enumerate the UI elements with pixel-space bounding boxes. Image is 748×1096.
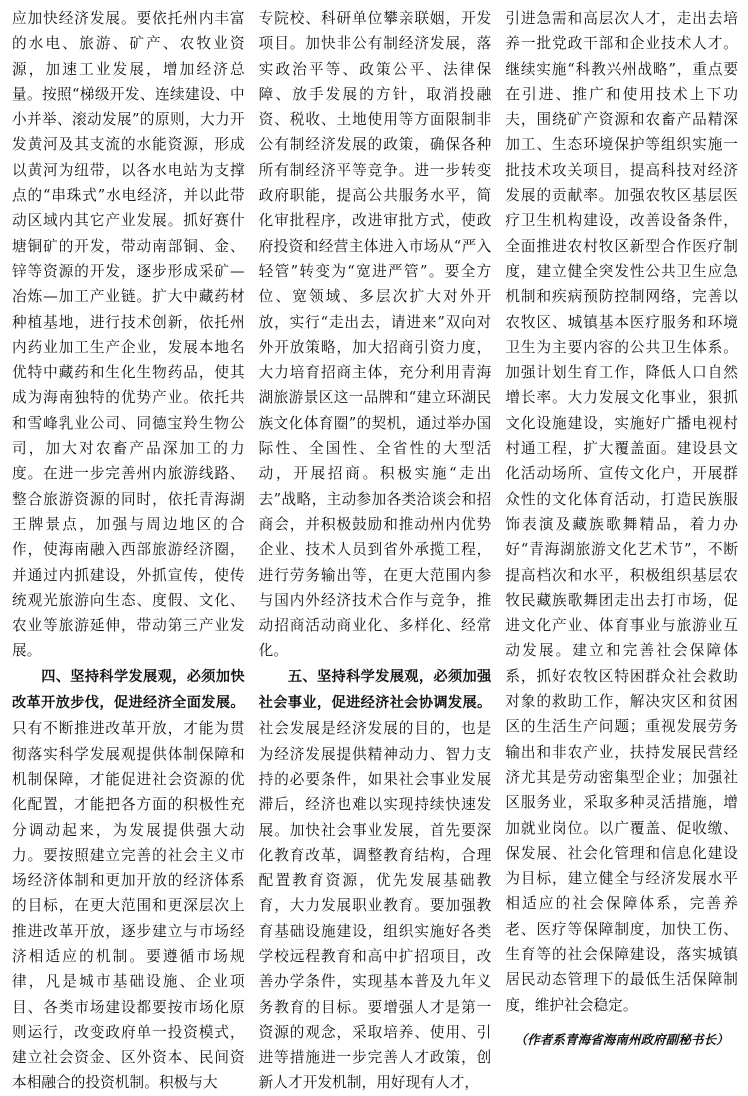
paragraph: 专院校、科研单位攀亲联姻，开发项目。加快非公有制经济发展，落实政治平等、政策公平、法律保障、放手发展的方针，取消投融资、税收、土地使用等方面限制非公有制经济发展的政策，确保各种所有制经济平等竞争。进一步转变政府职能，提高公共服务水平，简化审批程序，改进审批方式，使政府投资和经营主体进入市场从“严入轻管”转变为“宽进严管”。要全方位、宽领域、多层次扩大对外开放，实行“走出去，请进来”双向对外开放策略，加大招商引资力度，大力培育招商主体，充分利用青海湖旅游景区这一品牌和“建立环湖民族文化体育圈”的契机，通过举办国际性、全国性、全省性的大型活动，开展招商。积极实施“走出去”战略，主动参加各类洽谈会和招商会，并积极鼓励和推动州内优势企业、技术人员到省外承揽工程，进行劳务输出等，在更大范围内参与国内外经济技术合作与竞争，推动招商活动商业化、多样化、经常化。 (258, 10, 492, 660)
section-5 (259, 664, 492, 1096)
column-1 (12, 6, 245, 1092)
section-4 (12, 664, 245, 1096)
author-note: （作者系青海省海南州政府副秘书长） (514, 1031, 729, 1047)
column-2 (258, 6, 492, 1092)
section-body: 只有不断推进改革开放，才能为贯彻落实科学发展观提供体制保障和机制保障，才能促进社会资源的优化配置，才能把各方面的积极性充分调动起来，为发展提供强大动力。要按照建立完善的社会主义市场经济体制和更加开放的经济体系的目标，在更大范围和更深层次上推进改革开放，逐步建立与市场经济相适应的机制。要遵循市场规律，凡是城市基础设施、企业项目、各类市场建设都要按市场化原则运行，改变政府单一投资模式，建立社会资金、区外资本、民间资本相融合的投资机制。积极与大 (12, 720, 245, 1092)
paragraph: 引进急需和高层次人才，走出去培养一批党政干部和企业技术人才。继续实施“科教兴州战略”，重点要在引进、推广和使用技术上下功夫，围绕矿产资源和农畜产品精深加工、生态环境保护等组织实施一批技术攻关项目，提高科技对经济发展的贡献率。加强农牧区基层医疗卫生机构建设，改善设备条件，全面推进农村牧区新型合作医疗制度，建立健全突发性公共卫生应急机制和疾病预防控制网络，完善以农牧区、城镇基本医疗服务和环境卫生为主要内容的公共卫生体系。加强计划生育工作，降低人口自然增长率。大力发展文化事业，狠抓文化设施建设，实施好广播电视村村通工程，扩大覆盖面。建设县文化活动场所、宣传文化户，开展群众性的文化体育活动，打造民族服饰表演及藏族歌舞精品，着力办好“青海湖旅游文化艺术节”，不断提高档次和水平，积极组织基层农牧民藏族歌舞团走出去打市场，促进文化产业、体育事业与旅游业互动发展。建立和完善社会保障体系，抓好农牧区特困群众社会救助对象的救助工作，解决灾区和贫困区的生活生产问题；重视发展劳务输出和非农产业，扶持发展民营经济尤其是劳动密集型企业；加强社区服务业，采取多种灵活措施，增加就业岗位。以广覆盖、促收缴、保发展、社会化管理和信息化建设为目标，建立健全与经济发展水平相适应的社会保障体系，完善养老、医疗等保障制度，加快工伤、生育等的社会保障建设，落实城镇居民动态管理下的最低生活保障制度，维护社会稳定。 (505, 10, 739, 1014)
paragraph: 应加快经济发展。要依托州内丰富的水电、旅游、矿产、农牧业资源，加速工业发展，增加经济总量。按照“梯级开发、连续建设、中小并举、滚动发展”的原则，大力开发黄河及其支流的水能资源，形成以黄河为纽带，以各水电站为支撑点的“串珠式”水电经济，并以此带动区域内其它产业发展。抓好赛什塘铜矿的开发，带动南部铜、金、锌等资源的开发，逐步形成采矿—冶炼—加工产业链。扩大中藏药材种植基地，进行技术创新，依托州内药业加工生产企业，发展本地名优特中藏药和生化生物药品，使其成为海南独特的优势产业。依托共和雪峰乳业公司、同德宝羚生物公司，加大对农畜产品深加工的力度。在进一步完善州内旅游线路、整合旅游资源的同时，依托青海湖王牌景点，加强与周边地区的合作，使海南融入西部旅游经济圈，并通过内抓建设，外抓宣传，使传统观光旅游向生态、度假、文化、农业等旅游延伸，带动第三产业发展。 (12, 10, 245, 660)
section-body: 社会发展是经济发展的目的，也是为经济发展提供精神动力、智力支持的必要条件，如果社会事业发展滞后，经济也难以实现持续快速发展。加快社会事业发展，首先要深化教育改革，调整教育结构，合理配置教育资源，优先发展基础教育，大力发展职业教育。要加强教育基础设施建设，组织实施好各类学校远程教育和高中扩招项目，改善办学条件，实现基本普及九年义务教育的目标。要增强人才是第一资源的观念，采取培养、使用、引进等措施进一步完善人才政策，创新人才开发机制，用好现有人才， (258, 720, 492, 1092)
section-heading: 四、坚持科学发展观，必须加快改革开放步伐，促进经济全面发展。 (12, 668, 245, 712)
section-heading: 五、坚持科学发展观，必须加强社会事业，促进经济社会协调发展。 (258, 668, 492, 712)
column-3 (505, 6, 739, 1047)
